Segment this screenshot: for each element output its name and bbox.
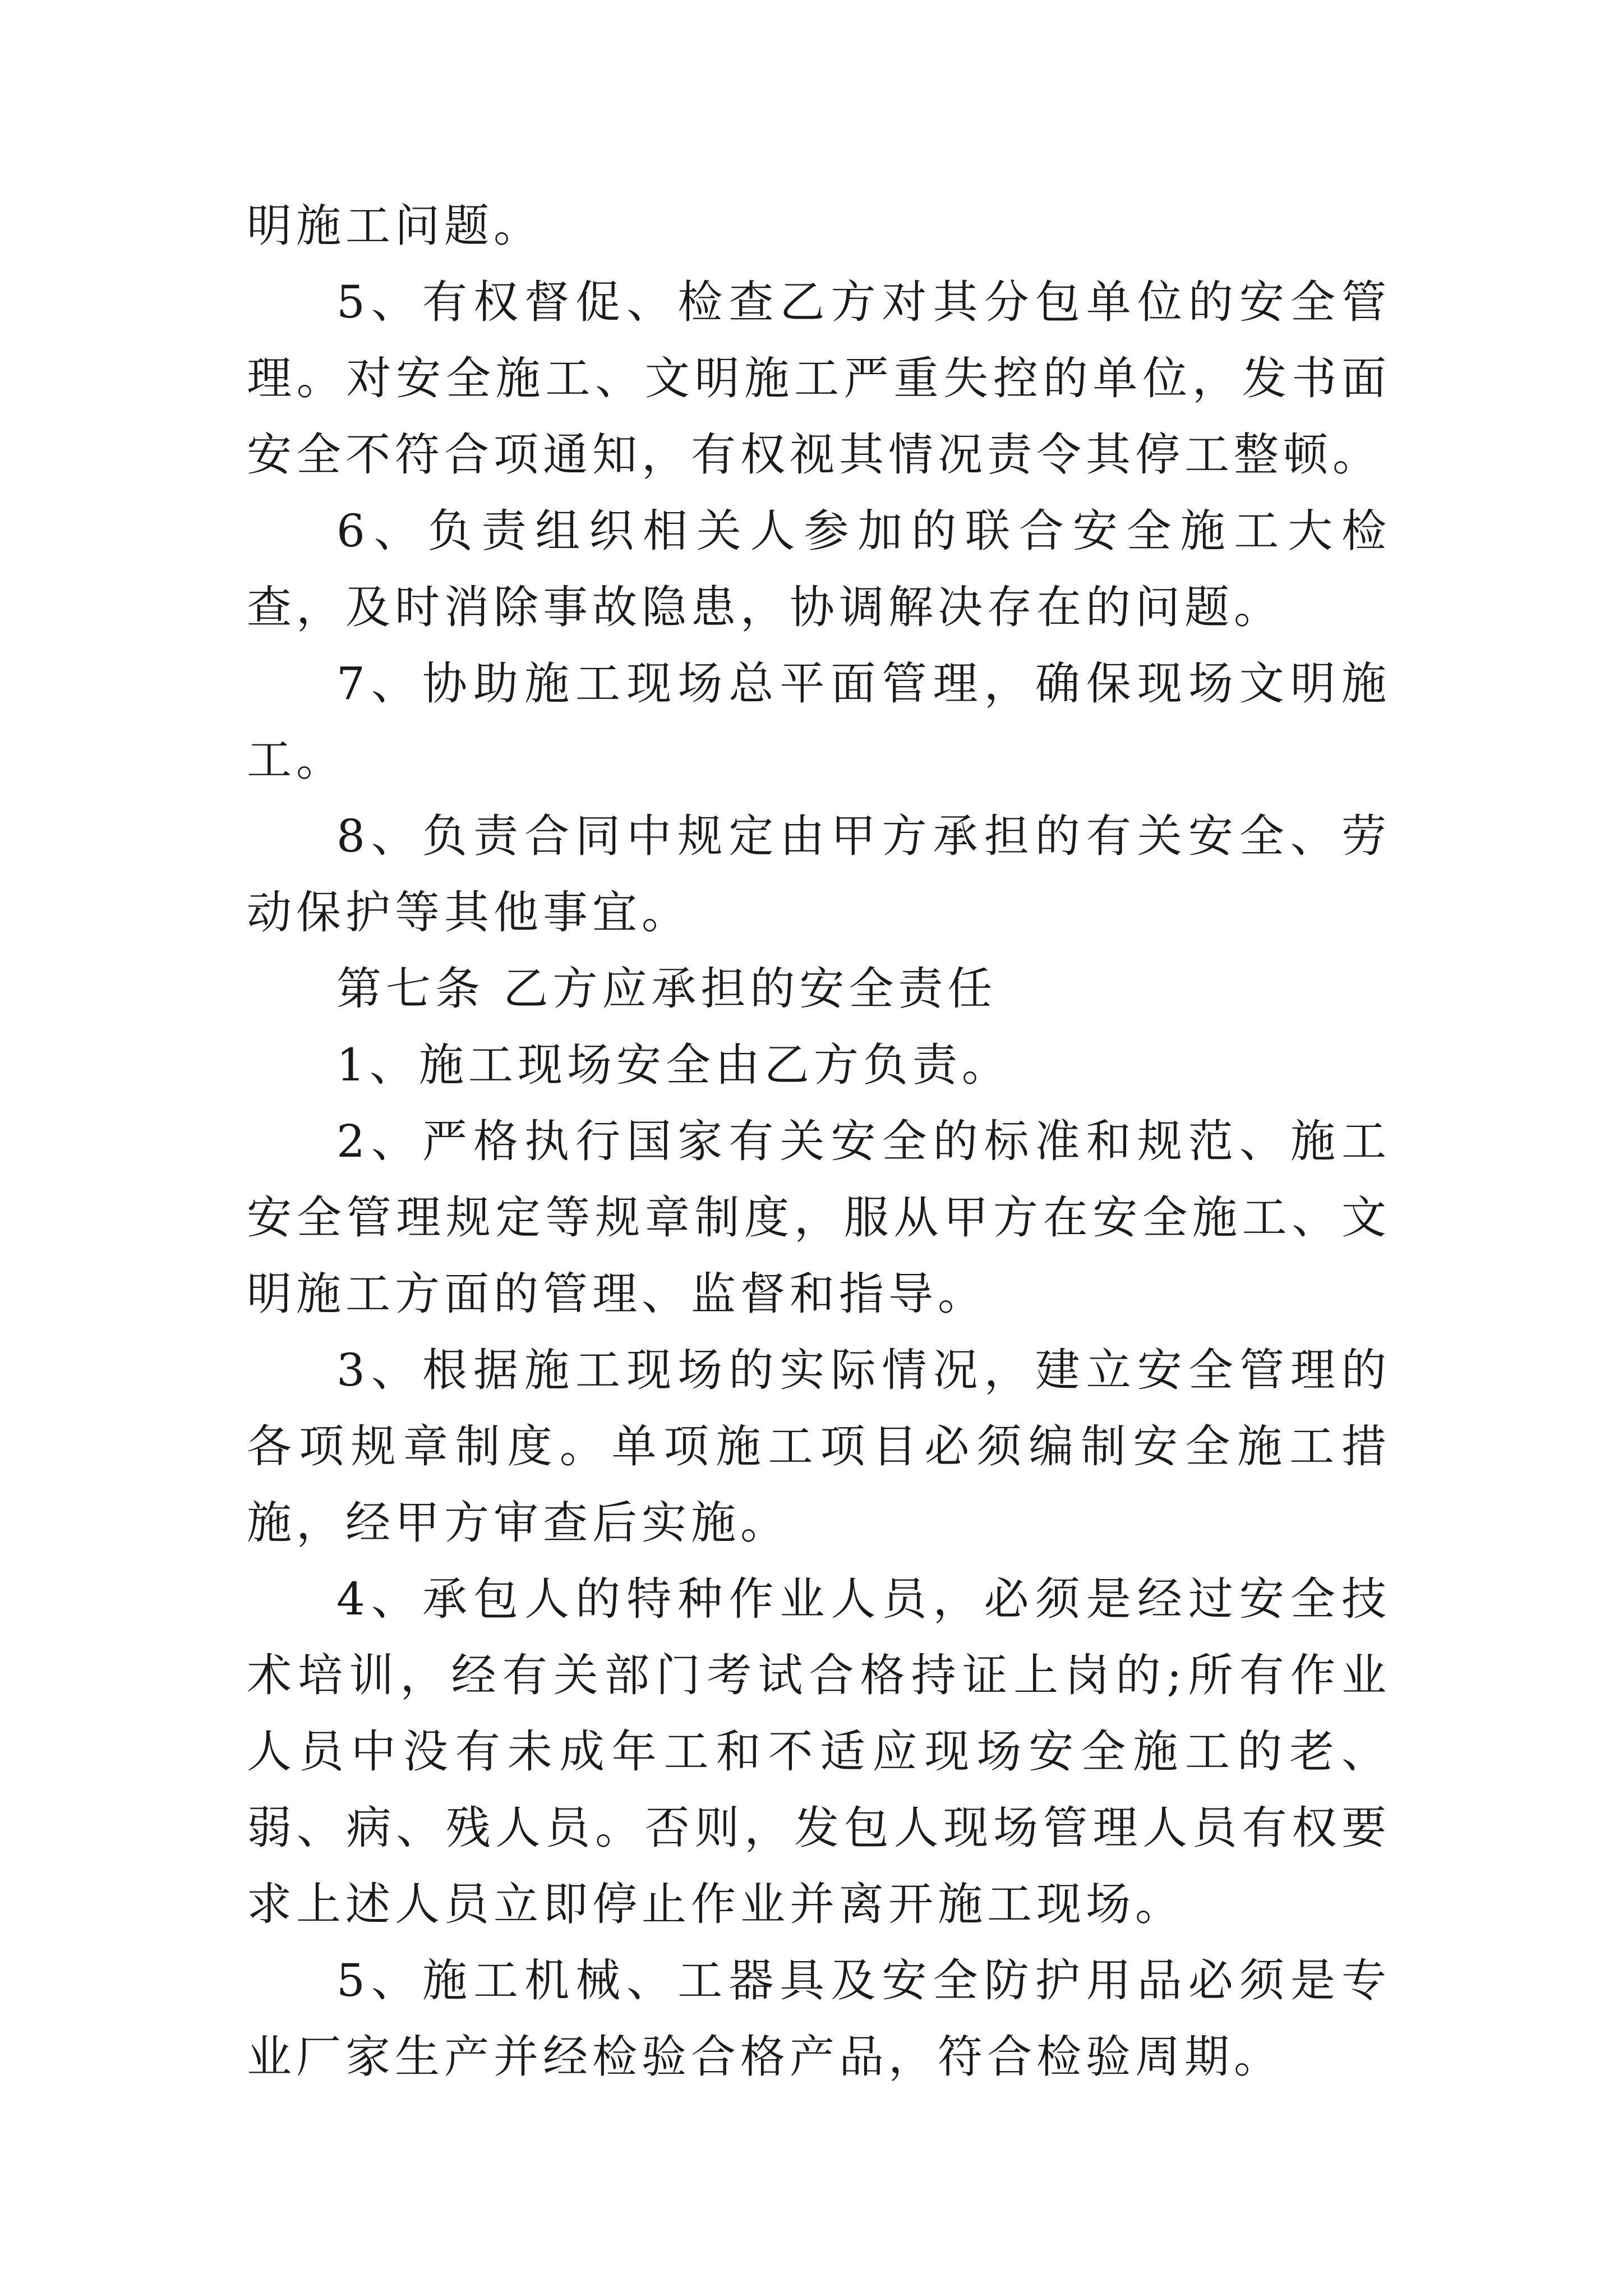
paragraph-item-6-inspection: 6、负责组织相关人参加的联合安全施工大检查，及时消除事故隐患，协调解决存在的问题。 bbox=[247, 505, 1391, 633]
paragraph-item-7-site-management: 7、协助施工现场总平面管理，确保现场文明施工。 bbox=[247, 657, 1391, 786]
paragraph-item-8-other-matters: 8、负责合同中规定由甲方承担的有关安全、劳动保护等其他事宜。 bbox=[247, 810, 1391, 938]
paragraph-item-2-standards: 2、严格执行国家有关安全的标准和规范、施工安全管理规定等规章制度，服从甲方在安全施工、文明施工方面的管理、监督和指导。 bbox=[247, 1115, 1391, 1320]
paragraph-item-5-supervise: 5、有权督促、检查乙方对其分包单位的安全管理。对安全施工、文明施工严重失控的单位，发书面安全不符合项通知，有权视其情况责令其停工整顿。 bbox=[247, 276, 1391, 481]
section-heading-article-7: 第七条 乙方应承担的安全责任 bbox=[336, 963, 997, 1015]
paragraph-item-3-regulations: 3、根据施工现场的实际情况，建立安全管理的各项规章制度。单项施工项目必须编制安全施工措施，经甲方审查后实施。 bbox=[247, 1344, 1391, 1549]
document-body bbox=[247, 188, 1391, 2095]
paragraph-item-1-site-safety: 1、施工现场安全由乙方负责。 bbox=[336, 1039, 1011, 1091]
paragraph-item-4-special-workers: 4、承包人的特种作业人员，必须是经过安全技术培训，经有关部门考试合格持证上岗的;所有作业人员中没有未成年工和不适应现场安全施工的老、弱、病、残人员。否则，发包人现场管理人员有权要求上述人员立即停止作业并离开施工现场。 bbox=[247, 1573, 1391, 1930]
paragraph-item-5-equipment: 5、施工机械、工器具及安全防护用品必须是专业厂家生产并经检验合格产品，符合检验周期。 bbox=[247, 1954, 1391, 2083]
paragraph-continuation: 明施工问题。 bbox=[247, 200, 543, 252]
